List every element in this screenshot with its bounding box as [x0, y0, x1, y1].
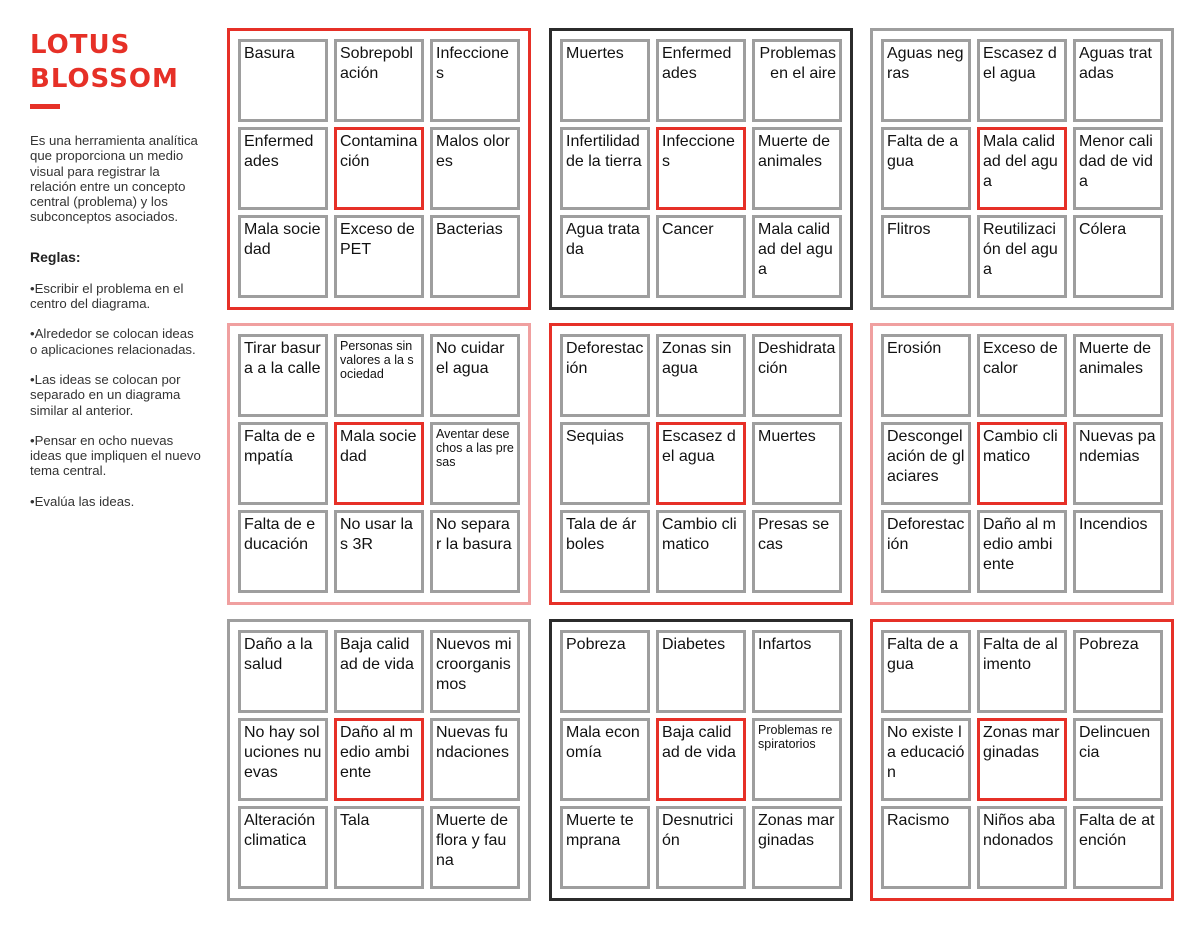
- center-idea-cell: Daño al medio ambiente: [334, 718, 424, 801]
- idea-cell: Exceso de calor: [977, 334, 1067, 417]
- idea-cell: Muerte de flora y fauna: [430, 806, 520, 889]
- center-idea-cell: Infecciones: [656, 127, 746, 210]
- idea-cell: Deforestación: [560, 334, 650, 417]
- center-idea-cell: Cambio climatico: [977, 422, 1067, 505]
- idea-cell: Sobrepoblación: [334, 39, 424, 122]
- title-line-1: LOTUS: [30, 30, 131, 60]
- idea-cell: Cambio climatico: [656, 510, 746, 593]
- idea-cell: Tirar basura a la calle: [238, 334, 328, 417]
- title-underline: [30, 104, 60, 109]
- lotus-block: [549, 619, 853, 901]
- lotus-block: [870, 28, 1174, 310]
- idea-cell: Muerte de animales: [1073, 334, 1163, 417]
- idea-cell: Agua tratada: [560, 215, 650, 298]
- idea-cell: Descongelación de glaciares: [881, 422, 971, 505]
- idea-cell: Infecciones: [430, 39, 520, 122]
- idea-cell: Personas sin valores a la sociedad: [334, 334, 424, 417]
- page-title: [30, 28, 202, 96]
- idea-cell: No existe la educación: [881, 718, 971, 801]
- idea-cell: Desnutrición: [656, 806, 746, 889]
- lotus-block: [227, 619, 531, 901]
- idea-cell: Zonas marginadas: [752, 806, 842, 889]
- idea-cell: Pobreza: [560, 630, 650, 713]
- idea-cell: Presas secas: [752, 510, 842, 593]
- idea-cell: Menor calidad de vida: [1073, 127, 1163, 210]
- idea-cell: Erosión: [881, 334, 971, 417]
- rule-item: •Pensar en ocho nuevas ideas que impliquen el nuevo tema central.: [30, 432, 201, 479]
- idea-cell: Mala economía: [560, 718, 650, 801]
- idea-cell: Delincuencia: [1073, 718, 1163, 801]
- rules-heading: Reglas:: [30, 248, 81, 265]
- idea-cell: Deforestación: [881, 510, 971, 593]
- idea-cell: Zonas sin agua: [656, 334, 746, 417]
- idea-cell: Incendios: [1073, 510, 1163, 593]
- idea-cell: Niños abandonados: [977, 806, 1067, 889]
- idea-cell: Problemas en el aire: [752, 39, 842, 122]
- idea-cell: Infertilidad de la tierra: [560, 127, 650, 210]
- idea-cell: Escasez del agua: [977, 39, 1067, 122]
- idea-cell: Aguas tratadas: [1073, 39, 1163, 122]
- idea-cell: Falta de educación: [238, 510, 328, 593]
- lotus-block: [870, 323, 1174, 605]
- idea-cell: Alteración climatica: [238, 806, 328, 889]
- idea-cell: Falta de agua: [881, 127, 971, 210]
- idea-cell: Cólera: [1073, 215, 1163, 298]
- idea-cell: Malos olores: [430, 127, 520, 210]
- idea-cell: Deshidratación: [752, 334, 842, 417]
- center-idea-cell: Contaminación: [334, 127, 424, 210]
- idea-cell: Falta de agua: [881, 630, 971, 713]
- idea-cell: Daño a la salud: [238, 630, 328, 713]
- rule-item: •Alrededor se colocan ideas o aplicaciones relacionadas.: [30, 326, 196, 357]
- idea-cell: Enfermedades: [238, 127, 328, 210]
- idea-cell: Falta de atención: [1073, 806, 1163, 889]
- idea-cell: No separar la basura: [430, 510, 520, 593]
- rules-list: [30, 281, 202, 509]
- lotus-block: [870, 619, 1174, 901]
- idea-cell: Aguas negras: [881, 39, 971, 122]
- center-idea-cell: Zonas marginadas: [977, 718, 1067, 801]
- sidebar: [30, 28, 202, 524]
- idea-cell: No hay soluciones nuevas: [238, 718, 328, 801]
- idea-cell: Infartos: [752, 630, 842, 713]
- idea-cell: No usar las 3R: [334, 510, 424, 593]
- idea-cell: Nuevos microorganismos: [430, 630, 520, 713]
- idea-cell: Problemas respiratorios: [752, 718, 842, 801]
- idea-cell: Reutilización del agua: [977, 215, 1067, 298]
- idea-cell: Falta de empatía: [238, 422, 328, 505]
- rule-item: •Evalúa las ideas.: [30, 493, 135, 509]
- center-idea-cell: Mala sociedad: [334, 422, 424, 505]
- idea-cell: Falta de alimento: [977, 630, 1067, 713]
- idea-cell: Muerte temprana: [560, 806, 650, 889]
- idea-cell: Flitros: [881, 215, 971, 298]
- lotus-block: [549, 28, 853, 310]
- idea-cell: Basura: [238, 39, 328, 122]
- lotus-block: [227, 323, 531, 605]
- idea-cell: Nuevas pandemias: [1073, 422, 1163, 505]
- center-idea-cell: Mala calidad del agua: [977, 127, 1067, 210]
- center-idea-cell: Escasez del agua: [656, 422, 746, 505]
- lotus-block: [227, 28, 531, 310]
- idea-cell: Mala calidad del agua: [752, 215, 842, 298]
- idea-cell: Muertes: [752, 422, 842, 505]
- idea-cell: Aventar desechos a las presas: [430, 422, 520, 505]
- idea-cell: Tala de árboles: [560, 510, 650, 593]
- description: Es una herramienta analítica que proporciona un medio visual para registrar la relación entre un concepto central (problema) y los subconceptos asociados.: [30, 133, 198, 225]
- idea-cell: Tala: [334, 806, 424, 889]
- idea-cell: Cancer: [656, 215, 746, 298]
- idea-cell: Sequias: [560, 422, 650, 505]
- idea-cell: Muerte de animales: [752, 127, 842, 210]
- idea-cell: Pobreza: [1073, 630, 1163, 713]
- idea-cell: Enfermedades: [656, 39, 746, 122]
- idea-cell: Racismo: [881, 806, 971, 889]
- idea-cell: Muertes: [560, 39, 650, 122]
- lotus-block: [549, 323, 853, 605]
- title-line-2: BLOSSOM: [30, 64, 179, 94]
- idea-cell: Bacterias: [430, 215, 520, 298]
- idea-cell: No cuidar el agua: [430, 334, 520, 417]
- idea-cell: Exceso de PET: [334, 215, 424, 298]
- rule-item: •Las ideas se colocan por separado en un diagrama similar al anterior.: [30, 371, 181, 418]
- center-idea-cell: Baja calidad de vida: [656, 718, 746, 801]
- idea-cell: Daño al medio ambiente: [977, 510, 1067, 593]
- idea-cell: Nuevas fundaciones: [430, 718, 520, 801]
- idea-cell: Diabetes: [656, 630, 746, 713]
- idea-cell: Baja calidad de vida: [334, 630, 424, 713]
- idea-cell: Mala sociedad: [238, 215, 328, 298]
- rule-item: •Escribir el problema en el centro del diagrama.: [30, 280, 184, 312]
